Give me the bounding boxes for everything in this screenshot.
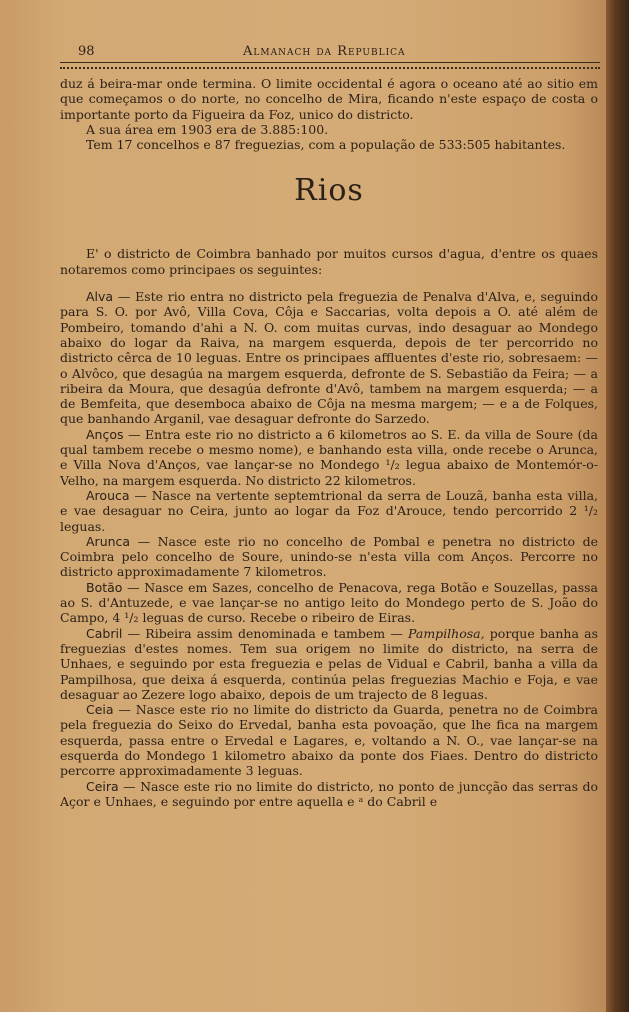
river-name: Arunca — [86, 533, 131, 549]
river-entry-ceira — [60, 779, 598, 810]
river-entry-ancos — [60, 427, 598, 488]
river-name: Botão — [86, 579, 123, 595]
area-line: A sua área em 1903 era de 3.885:100. — [86, 121, 329, 137]
river-description: — Este rio entra no districto pela freguezia de Penalva d'Alva, e, seguindo para S. O. por Avô, Villa Cova, Côja e Saccarias, volta depois a O. até além de Pombeiro, tomando d'ahi a N. O. com muitas curvas, indo desaguar ao Mondego abaixo do logar da Raiva, na margem esquerda, depois de ter percorrido no districto cêrca de 10 leguas. Entre os principaes affluentes d'este rio, sobresaem: — o Alvôco, que desagúa na margem esquerda, defronte de S. Sebastião da Feira; — a ribeira da Moura, que desagúa defronte d'Avô, tambem na margem esquerda; — a de Bemfeita, que desemboca abaixo de Côja na mesma margem; — e a de Folques, que banhando Arganil, vae desaguar defronte do Sarzedo. — [60, 289, 598, 427]
river-name: Ceira — [86, 778, 119, 794]
river-name: Arouca — [86, 487, 130, 503]
river-entry-botao — [60, 580, 598, 626]
rivers-intro: E' o districto de Coimbra banhado por muitos cursos d'agua, d'entre os quaes notaremos como principaes os seguintes: — [60, 246, 598, 277]
river-entry-arouca — [60, 488, 598, 534]
river-description: — Entra este rio no districto a 6 kilometros ao S. E. da villa de Soure (da qual tambem recebe o mesmo nome), e banhando esta villa, onde recebe o Arunca, e Villa Nova d'Anços, vae lançar-se no Mondego ¹/₂ legua abaixo de Montemór-o-Velho, na margem esquerda. No districto 22 kilometros. — [60, 426, 598, 488]
river-entry-ceia — [60, 702, 598, 778]
population-line: Tem 17 concelhos e 87 freguezias, com a população de 533:505 habitantes. — [86, 137, 566, 153]
river-entry-alva — [60, 289, 598, 427]
river-description-lead: — Ribeira assim denominada e tambem — — [122, 625, 409, 641]
river-entry-cabril — [60, 626, 598, 702]
river-description: porque banha as freguezias d'estes nomes. Tem sua origem no limite do districto, na serra de Unhaes, e seguindo por esta freguezia e pelas de Vidual e Cabril, banha a villa da Pampilhosa, que deixa á esquerda, continúa pelas freguezias Machio e Foja, e vae desaguar ao Zezere logo abaixo, depois de um trajecto de 8 leguas. — [60, 625, 598, 702]
river-name: Cabril — [86, 625, 123, 641]
river-alias: Pampilhosa, — [408, 625, 485, 641]
section-title: Rios — [294, 173, 364, 209]
running-title: Almanach da Republica — [243, 44, 406, 59]
river-name: Anços — [86, 426, 124, 442]
river-description: — Nasce em Sazes, concelho de Penacova, rega Botão e Souzellas, passa ao S. d'Antuzede, e vae lançar-se no antigo leito do Mondego perto de S. João do Campo, 4 ¹/₂ leguas de curso. Recebe o ribeiro de Eiras. — [60, 579, 598, 626]
river-name: Alva — [86, 289, 114, 305]
book-spine — [606, 0, 629, 1012]
river-description: — Nasce este rio no concelho de Pombal e penetra no districto de Coimbra pelo concelho de Soure, unindo-se n'esta villa com Anços. Percorre no districto approximadamente 7 kilometros. — [60, 533, 598, 580]
page-number: 98 — [78, 44, 95, 59]
page-body — [60, 76, 598, 809]
page-header — [78, 44, 600, 62]
river-entry-arunca — [60, 534, 598, 580]
river-description: — Nasce na vertente septemtrional da serra de Louzã, banha esta villa, e vae desaguar no Ceira, junto ao logar da Foz d'Arouce, tendo percorrido 2 ¹/₂ leguas. — [60, 487, 598, 534]
river-description: — Nasce este rio no limite do districto da Guarda, penetra no de Coimbra pela freguezia do Seixo do Ervedal, banha esta povoação, que lhe fica na margem esquerda, passa entre o Ervedal e Lagares, e, voltando a N. O., vae lançar-se na esquerda do Mondego 1 kilometro abaixo da ponte dos Fiaes. Dentro do districto percorre approximadamente 3 leguas. — [60, 702, 598, 779]
river-name: Ceia — [86, 702, 114, 718]
header-rule — [60, 62, 600, 69]
river-description: — Nasce este rio no limite do districto, no ponto de juncção das serras do Açor e Unhaes, e seguindo por entre aquella e ᵃ do Cabril e — [60, 778, 598, 809]
opening-paragraph: duz á beira-mar onde termina. O limite occidental é agora o oceano até ao sitio em que começamos o do norte, no concelho de Mira, ficando n'este espaço de costa o importante porto da Figueira da Foz, unico do districto. — [60, 76, 598, 122]
